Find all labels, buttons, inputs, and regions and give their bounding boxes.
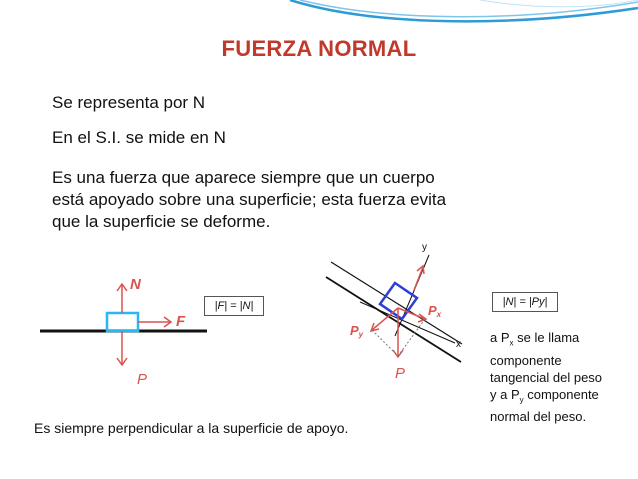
label-px <box>428 303 442 319</box>
definition-line-1: Es una fuerza que aparece siempre que un cuerpo <box>52 168 435 187</box>
label-py-sub: y <box>358 330 364 339</box>
note-line-2: componente <box>490 352 562 368</box>
slide-title: FUERZA NORMAL <box>221 36 417 61</box>
label-px-main: P <box>428 303 437 318</box>
flat-surface-diagram <box>40 276 207 388</box>
note-line-1 <box>490 329 630 352</box>
component-note <box>490 329 630 425</box>
note-line-4b: componente <box>523 386 599 402</box>
label-axis-x: x <box>456 339 461 350</box>
block-left <box>107 313 138 331</box>
label-axis-y: y <box>422 242 427 253</box>
note-line-1a: a P <box>490 330 510 345</box>
text-line-si-unit: En el S.I. se mide en N <box>52 128 226 147</box>
label-px-sub: x <box>436 310 442 319</box>
equation-box-right: |N| = |Py| <box>492 292 558 312</box>
incline-line-lower <box>326 277 461 362</box>
note-line-1b: se le llama <box>513 330 580 345</box>
label-n-left: N <box>130 276 141 293</box>
footer-statement: Es siempre perpendicular a la superficie de apoyo. <box>34 420 349 436</box>
label-p-left: P <box>137 371 148 388</box>
label-f-left: F <box>176 313 186 330</box>
note-line-1-sub: x <box>509 338 514 348</box>
note-line-4-sub: y <box>519 395 524 405</box>
label-py <box>350 323 364 339</box>
text-line-representation: Se representa por N <box>52 93 206 112</box>
note-line-3: tangencial del peso <box>490 369 603 385</box>
inclined-plane-diagram <box>326 242 462 382</box>
label-p-right: P <box>395 365 406 382</box>
note-line-4 <box>490 386 630 409</box>
definition-line-3: que la superficie se deforme. <box>52 212 271 231</box>
equation-box-left: |F| = |N| <box>204 296 264 316</box>
label-py-main: P <box>350 323 359 338</box>
note-line-5: normal del peso. <box>490 409 587 425</box>
note-line-4a: y a P <box>490 386 520 402</box>
definition-line-2: está apoyado sobre una superficie; esta fuerza evita <box>52 190 447 209</box>
axis-x <box>360 302 455 343</box>
